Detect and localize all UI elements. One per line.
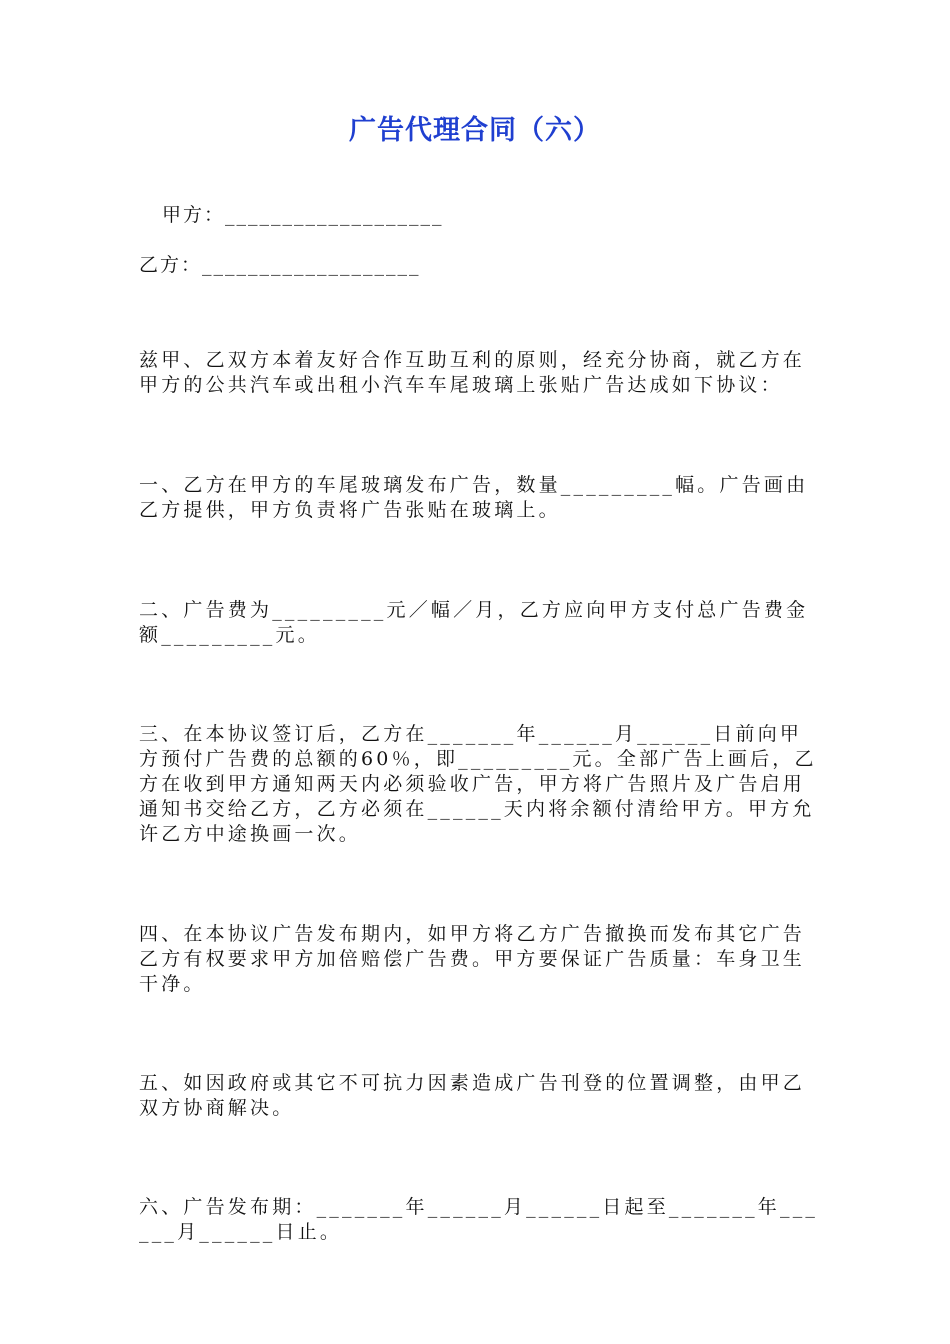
document-title: 广告代理合同（六） [349, 115, 601, 146]
intro-paragraph: 兹甲、乙双方本着友好合作互助互利的原则，经充分协商，就乙方在甲方的公共汽车或出租小汽车车尾玻璃上张贴广告达成如下协议： [139, 349, 806, 396]
clause-2: 二、广告费为_________元／幅／月，乙方应向甲方支付总广告费金额_________元。 [139, 599, 809, 646]
clause-5: 五、如因政府或其它不可抗力因素造成广告刊登的位置调整，由甲乙双方协商解决。 [139, 1072, 806, 1119]
clause-6: 六、广告发布期：_______年______月______日起至_______年______月______日止。 [139, 1196, 819, 1243]
party-b-line: 乙方：___________________ [139, 254, 421, 276]
party-a-line: 甲方：___________________ [162, 204, 444, 226]
clause-3: 三、在本协议签订后，乙方在_______年______月______日前向甲方预付广告费的总额的60％，即_________元。全部广告上画后，乙方在收到甲方通知两天内必须验收广告，甲方将广告照片及广告启用通知书交给乙方，乙方必须在______天内将余额付清给甲方。甲方允许乙方中途换画一次。 [139, 723, 817, 845]
clause-4: 四、在本协议广告发布期内，如甲方将乙方广告撤换而发布其它广告乙方有权要求甲方加倍赔偿广告费。甲方要保证广告质量：车身卫生干净。 [139, 923, 806, 995]
clause-1: 一、乙方在甲方的车尾玻璃发布广告，数量_________幅。广告画由乙方提供，甲方负责将广告张贴在玻璃上。 [139, 474, 809, 521]
